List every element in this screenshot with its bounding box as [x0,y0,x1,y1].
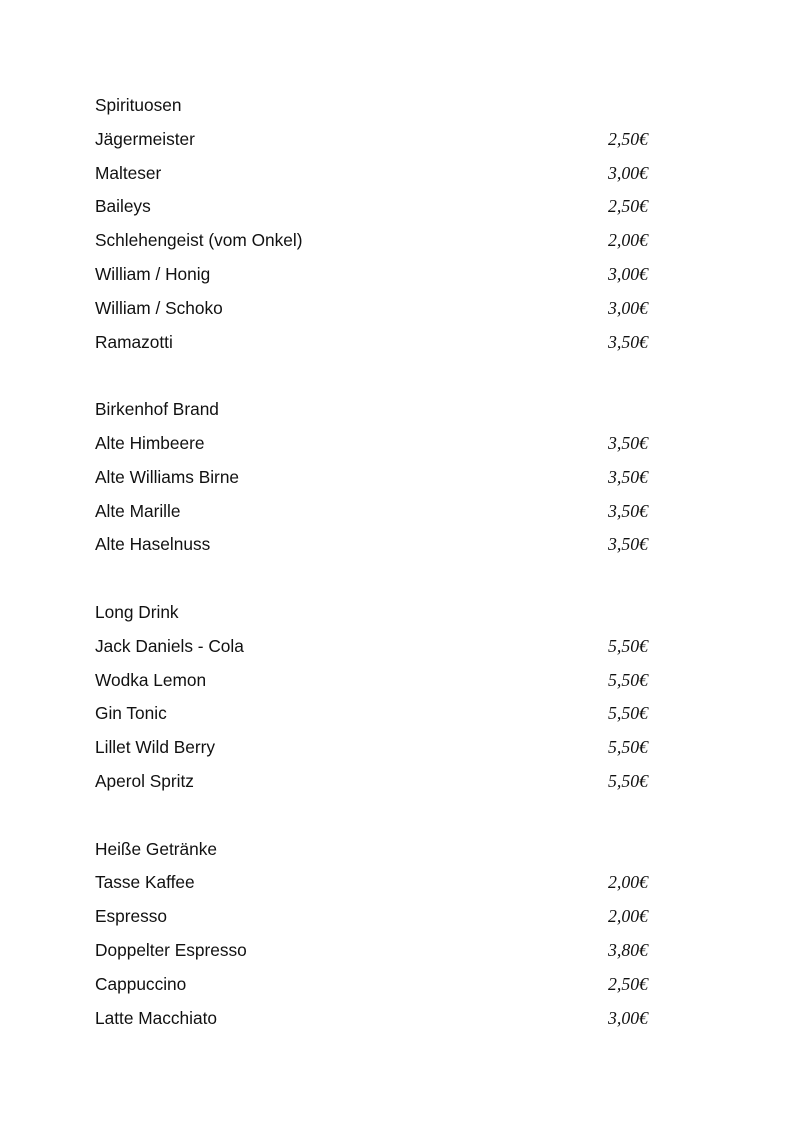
item-name: Schlehengeist (vom Onkel) [95,230,303,251]
item-price: 5,50€ [608,770,649,791]
item-price: 2,00€ [608,872,649,893]
menu-item [95,258,660,292]
item-name: Jack Daniels - Cola [95,635,244,656]
item-price: 3,00€ [608,1007,649,1028]
item-price: 3,50€ [608,331,649,352]
item-price: 3,00€ [608,297,649,318]
menu-item [95,224,660,258]
item-name: Ramazotti [95,331,173,352]
menu-item [95,326,660,360]
item-name: Malteser [95,162,162,183]
menu-item [95,900,660,934]
item-name: Wodka Lemon [95,669,207,690]
item-name: William / Honig [95,263,211,284]
item-price: 3,80€ [608,939,649,960]
item-name: Alte Haselnuss [95,534,211,555]
item-price: 5,50€ [608,669,649,690]
item-name: Jägermeister [95,128,195,149]
menu-item [95,528,660,562]
section-title: Heiße Getränke [95,838,217,859]
item-price: 3,50€ [608,432,649,453]
item-name: Espresso [95,906,168,927]
menu-item [95,123,660,157]
menu-item [95,427,660,461]
item-name: William / Schoko [95,297,223,318]
item-price: 3,50€ [608,534,649,555]
menu-item [95,866,660,900]
menu-item [95,664,660,698]
menu-item [95,630,660,664]
section-birkenhof-brand [95,393,660,562]
menu-item [95,968,660,1002]
item-price: 5,50€ [608,737,649,758]
item-name: Alte Marille [95,500,181,521]
item-price: 3,50€ [608,466,649,487]
item-price: 2,50€ [608,128,649,149]
section-heisse-getraenke [95,833,660,1036]
menu-sections [95,89,660,1069]
menu-item [95,697,660,731]
item-name: Gin Tonic [95,703,167,724]
menu-item [95,495,660,529]
section-spirituosen [95,89,660,359]
menu-item [95,1002,660,1036]
item-price: 3,00€ [608,263,649,284]
menu-item [95,461,660,495]
item-price: 5,50€ [608,703,649,724]
item-price: 2,50€ [608,196,649,217]
item-price: 3,50€ [608,500,649,521]
item-name: Tasse Kaffee [95,872,195,893]
section-long-drink [95,596,660,799]
item-name: Lillet Wild Berry [95,737,216,758]
item-name: Latte Macchiato [95,1007,217,1028]
menu-item [95,934,660,968]
item-name: Doppelter Espresso [95,939,247,960]
item-price: 2,00€ [608,230,649,251]
item-name: Cappuccino [95,973,187,994]
item-price: 5,50€ [608,635,649,656]
item-name: Baileys [95,196,151,217]
item-name: Alte Himbeere [95,432,205,453]
section-title: Long Drink [95,601,179,622]
item-name: Aperol Spritz [95,770,194,791]
menu-item [95,157,660,191]
menu-item [95,765,660,799]
item-price: 2,00€ [608,906,649,927]
item-name: Alte Williams Birne [95,466,240,487]
item-price: 3,00€ [608,162,649,183]
menu-item [95,292,660,326]
section-title: Spirituosen [95,95,182,115]
menu-item [95,190,660,224]
item-price: 2,50€ [608,973,649,994]
menu-item [95,731,660,765]
section-title: Birkenhof Brand [95,399,219,420]
